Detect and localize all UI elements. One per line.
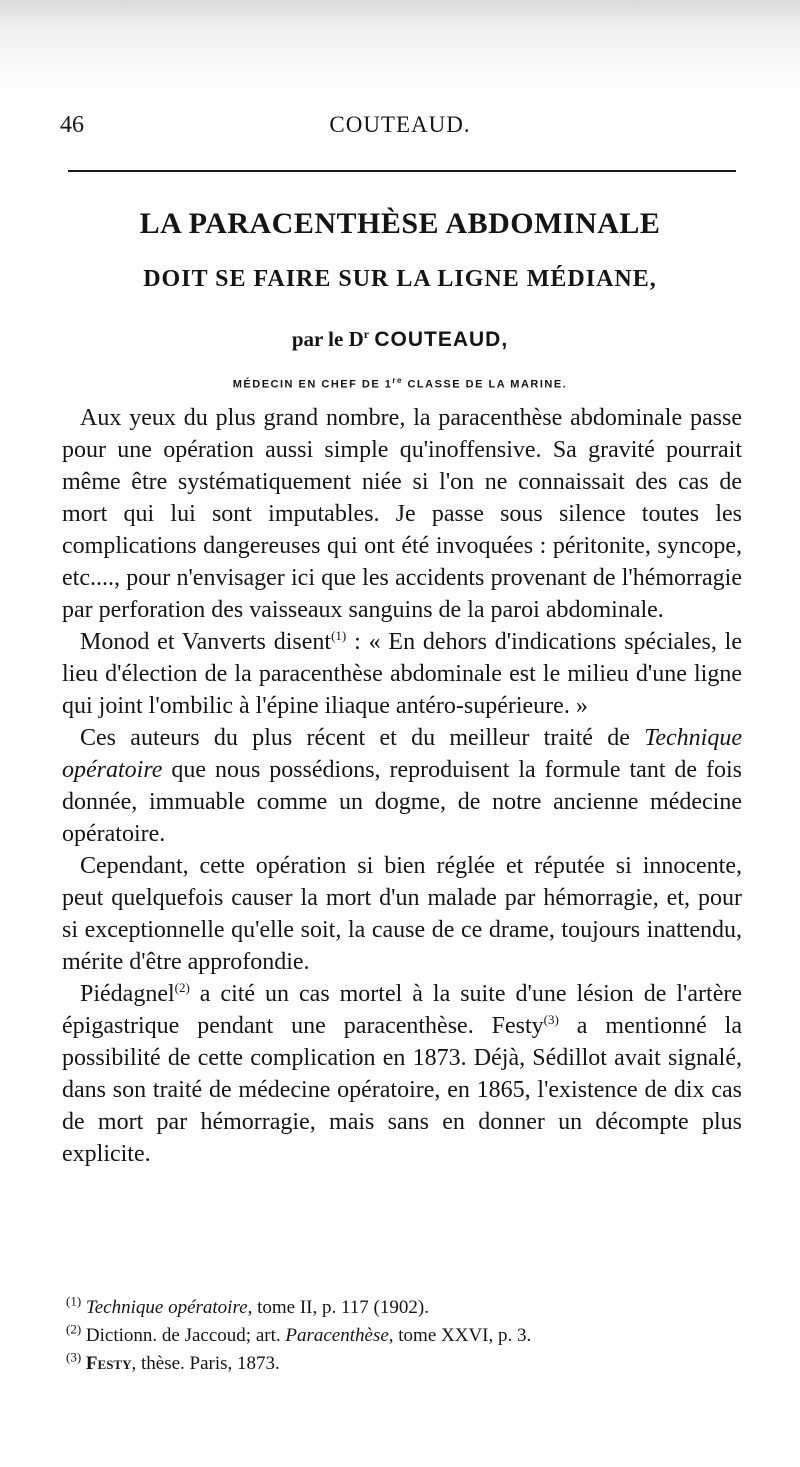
running-title: COUTEAUD. (329, 112, 471, 137)
footnote-3 (66, 1350, 736, 1378)
p2-text-b: : « En dehors d'indications spéciales, le lieu d'élection de la paracenthèse abdominale est le milieu d'une ligne qui joint l'ombilic à l'épine iliaque antéro-supérieure. » (62, 629, 743, 719)
affiliation-pre: MÉDECIN EN CHEF DE 1 (232, 378, 393, 391)
article-title: LA PARACENTHÈSE ABDOMINALE (139, 207, 661, 240)
footnote-2-text: , tome XXVI, p. 3. (388, 1325, 532, 1346)
footnote-2-italic: Paracenthèse (285, 1325, 389, 1346)
paragraph-1: Aux yeux du plus grand nombre, la paracenthèse abdominale passe pour une opération aussi simple qu'inoffensive. Sa gravité pourrait même être systématiquement niée si l'on ne connaissait des cas de mort qui lui sont imputables. Je passe sous silence toutes les complications dangereuses qui ont été invoquées : péritonite, syncope, etc...., pour n'envisager ici que les accidents provenant de l'hémorragie par perforation des vaisseaux sanguins de la paroi abdominale. (62, 405, 742, 623)
paragraph-5 (62, 978, 742, 1170)
running-head (60, 108, 740, 148)
p5-text-c: a mentionné la possibilité de cette complication en 1873. Déjà, Sédillot avait signalé, dans son traité de médecine opératoire, en 1865, l'existence de dix cas de mort par hémorragie, mais sans en donner un décompte plus explicite. (62, 1013, 742, 1167)
footnote-3-text: , thèse. Paris, 1873. (131, 1353, 280, 1374)
p2-text-a: Monod et Vanverts disent (80, 629, 332, 655)
byline-prefix: par le D (291, 327, 364, 351)
footnote-2 (66, 1322, 736, 1350)
paragraph-3 (62, 722, 742, 850)
footnote-2-pre: Dictionn. de Jaccoud; art. (81, 1325, 286, 1346)
author-affiliation (60, 366, 740, 400)
p3-text-b: que nous possédions, reproduisent la formule tant de fois donnée, immuable comme un dogme, de notre ancienne médecine opératoire. (62, 757, 742, 847)
footnote-1-text: , tome II, p. 117 (1902). (247, 1297, 429, 1318)
footnote-1 (66, 1294, 736, 1322)
p3-text-a: Ces auteurs du plus récent et du meilleur traité de (80, 725, 645, 751)
footnote-2-mark: (2) (66, 1321, 82, 1337)
footnote-1-italic: Technique opératoire (85, 1297, 248, 1318)
footnote-ref-1: (1) (331, 628, 347, 643)
footnotes (66, 1294, 736, 1378)
byline (60, 308, 740, 366)
p5-text-a: Piédagnel (80, 981, 175, 1007)
byline-sup: r (363, 327, 370, 341)
footnote-ref-2: (2) (174, 980, 190, 995)
affiliation-sup: re (392, 376, 403, 385)
p5-text-b: a cité un cas mortel à la suite d'une lésion de l'artère épigastrique pendant une paracenthèse. Festy (62, 981, 742, 1039)
paragraph-2 (62, 626, 742, 722)
affiliation-post: CLASSE DE LA MARINE. (402, 378, 568, 391)
footnote-1-mark: (1) (66, 1293, 82, 1309)
paragraph-4: Cependant, cette opération si bien réglée et réputée si innocente, peut quelquefois causer la mort d'un malade par hémorragie, et, pour si exceptionnelle qu'elle soit, la cause de ce drame, toujours inattendu, mérite d'être approfondie. (62, 853, 742, 975)
author-name: COUTEAUD, (374, 328, 509, 351)
footnote-3-author: Festy (85, 1353, 132, 1374)
article-subtitle: DOIT SE FAIRE SUR LA LIGNE MÉDIANE, (143, 266, 657, 292)
body-text (62, 402, 742, 1170)
footnote-ref-3: (3) (543, 1012, 559, 1027)
p3-italic: Technique opératoire (62, 725, 742, 783)
header-rule (68, 170, 736, 172)
article-title-block (60, 198, 740, 400)
footnote-3-mark: (3) (66, 1349, 82, 1365)
page-number: 46 (60, 112, 84, 138)
